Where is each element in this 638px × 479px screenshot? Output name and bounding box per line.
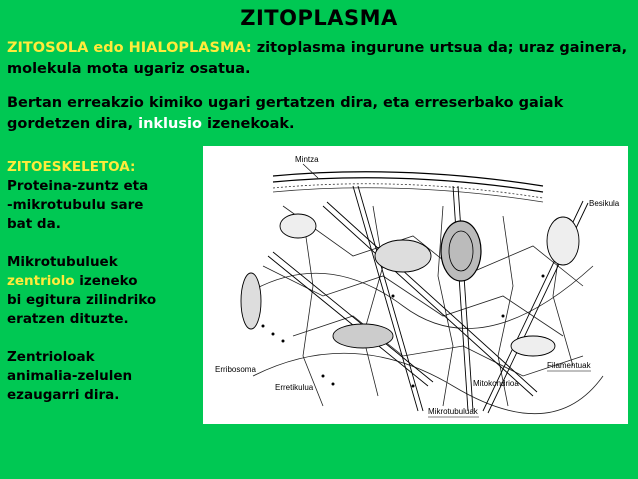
cytoskeleton-description: [7, 177, 197, 234]
text-line: bi egitura zilindriko: [7, 292, 157, 308]
reactions-paragraph: [7, 93, 632, 135]
cytoskeleton-illustration: [203, 146, 628, 424]
reactions-text-end: izenekoak.: [201, 116, 295, 132]
label-membrane: Mintza: [295, 155, 319, 164]
label-vesicle: Besikula: [589, 199, 620, 208]
label-mitochondrion: Mitokondrioa: [473, 379, 519, 388]
label-filaments: Filamentuak: [547, 361, 591, 370]
text-line: Proteina-zuntz eta: [7, 178, 149, 194]
cytosol-term: ZITOSOLA edo HIALOPLASMA:: [7, 40, 252, 56]
text-line: [7, 272, 197, 291]
label-reticulum: Erretikulua: [275, 383, 314, 392]
text-line: Mikrotubuluek: [7, 254, 118, 270]
cytosol-text: zitoplasma ingurune urtsua da; uraz gainera, molekula mota ugariz osatua.: [7, 40, 628, 77]
centriole-term: zentriolo: [7, 273, 75, 289]
cytosol-paragraph: [7, 38, 632, 80]
reactions-text: Bertan erreakzio kimiko ugari gertatzen dira, eta erreserbako gaiak gordetzen dira,: [7, 95, 564, 132]
text-line: bat da.: [7, 216, 61, 232]
cytoskeleton-column: [7, 158, 197, 424]
cytoskeleton-drawing: [203, 146, 628, 424]
text-line: eratzen dituzte.: [7, 311, 129, 327]
label-ribosome: Erribosoma: [215, 365, 256, 374]
page-title: ZITOPLASMA: [240, 6, 398, 30]
inclusion-term: inklusio: [138, 116, 202, 132]
text-line: ezaugarri dira.: [7, 387, 120, 403]
cytoskeleton-heading: ZITOESKELETOA:: [7, 159, 136, 175]
label-microtubules: Mikrotubuluak: [428, 407, 478, 416]
text-fragment: izeneko: [74, 273, 138, 289]
centriole-animal-note: [7, 348, 197, 405]
text-line: animalia-zelulen: [7, 368, 133, 384]
text-line: Zentrioloak: [7, 349, 95, 365]
centriole-description: [7, 253, 197, 329]
text-line: -mikrotubulu sare: [7, 197, 144, 213]
